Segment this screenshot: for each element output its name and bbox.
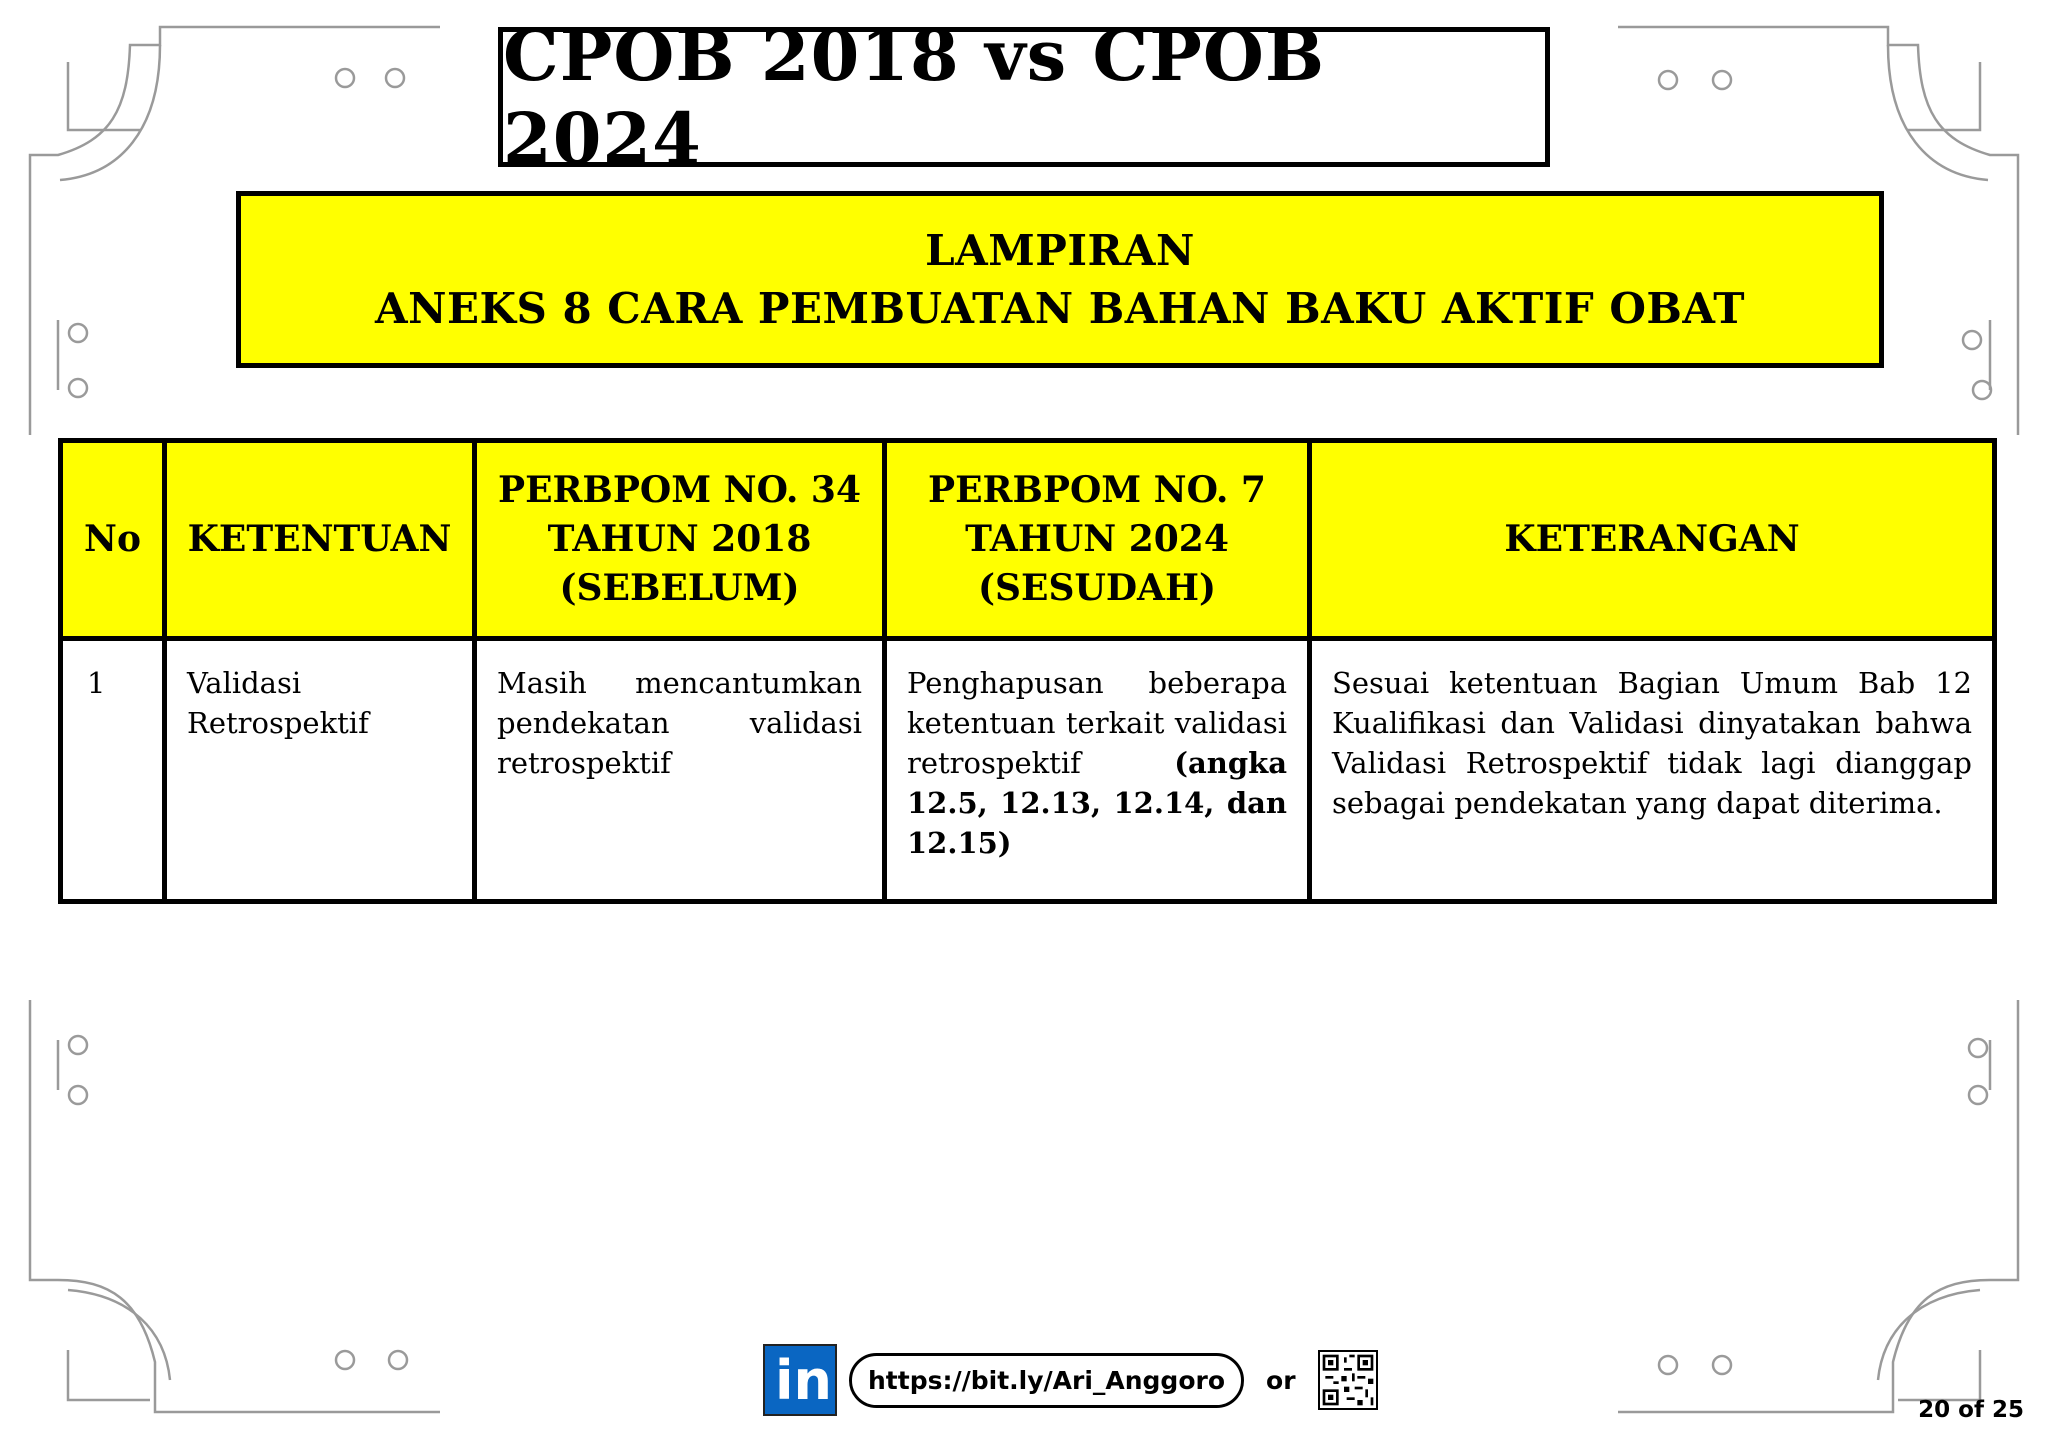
header-ketentuan: KETENTUAN [165, 441, 475, 639]
header-after [885, 441, 1310, 639]
header-after-line-3: (SESUDAH) [977, 567, 1217, 609]
page-number: 20 of 25 [1918, 1397, 2024, 1423]
banner-line-2: ANEKS 8 CARA PEMBUATAN BAHAN BAKU AKTIF OBAT [375, 283, 1745, 333]
table-row [61, 639, 1995, 902]
comparison-table [58, 438, 1997, 904]
header-before-line-3: (SEBELUM) [559, 567, 800, 609]
footer-contact [763, 1345, 1378, 1415]
header-before-line-1: PERBPOM NO. 34 [498, 469, 861, 511]
cell-ketentuan: Validasi Retrospektif [165, 639, 475, 902]
cell-no: 1 [61, 639, 165, 902]
cell-after-text: Penghapusan beberapa ketentuan terkait validasi retrospektif [907, 666, 1287, 780]
header-after-line-2: TAHUN 2024 [965, 518, 1229, 560]
header-before [475, 441, 885, 639]
or-text: or [1266, 1365, 1296, 1395]
banner-line-1: LAMPIRAN [925, 225, 1195, 275]
cell-keterangan: Sesuai ketentuan Bagian Umum Bab 12 Kualifikasi dan Validasi dinyatakan bahwa Validasi Retrospektif tidak lagi dianggap sebagai pendekatan yang dapat diterima. [1310, 639, 1995, 902]
qr-code-icon[interactable] [1318, 1350, 1378, 1410]
header-no: No [61, 441, 165, 639]
page-title: CPOB 2018 vs CPOB 2024 [498, 27, 1550, 167]
section-banner [236, 191, 1884, 368]
cell-after-bold: (angka 12.5, 12.13, 12.14, dan 12.15) [907, 746, 1287, 860]
cell-after [885, 639, 1310, 902]
linkedin-icon[interactable] [763, 1344, 837, 1416]
header-after-line-1: PERBPOM NO. 7 [928, 469, 1266, 511]
linkedin-label: in [775, 1349, 832, 1412]
cell-before: Masih mencantumkan pendekatan validasi retrospektif [475, 639, 885, 902]
header-before-line-2: TAHUN 2018 [547, 518, 812, 560]
header-keterangan: KETERANGAN [1310, 441, 1995, 639]
profile-link[interactable]: https://bit.ly/Ari_Anggoro [849, 1353, 1244, 1408]
table-header-row [61, 441, 1995, 639]
